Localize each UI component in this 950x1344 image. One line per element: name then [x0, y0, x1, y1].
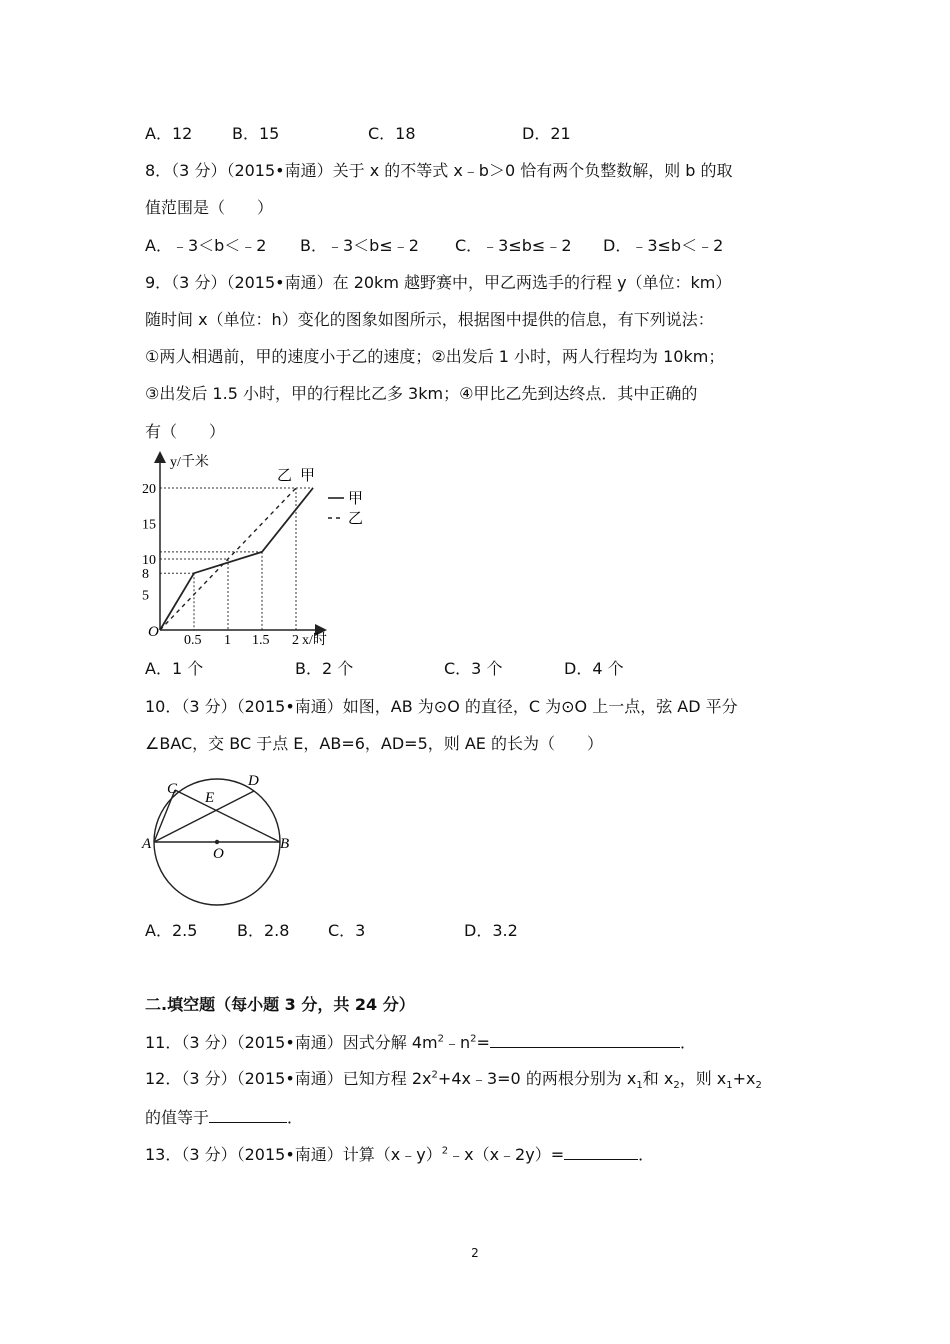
q8-option-d: D．﹣3≤b＜﹣2: [603, 236, 724, 255]
y-axis-label: y/千米: [170, 455, 209, 470]
q8-option-a: A．﹣3＜b＜﹣2: [145, 236, 267, 255]
q13-end: ．: [638, 1145, 655, 1164]
q8-stem-line1: 8．（3 分）（2015•南通）关于 x 的不等式 x﹣b＞0 恰有两个负整数解，则 b 的取: [145, 161, 733, 180]
legend-label-yi: 乙: [348, 511, 364, 527]
x-tick-label: 0.5: [184, 633, 202, 648]
q9-stem-line1: 9．（3 分）（2015•南通）在 20km 越野赛中，甲乙两选手的行程 y（单位：km）: [145, 273, 732, 292]
q7-option-d: D．21: [522, 124, 571, 143]
q9-stem-line4: ③出发后 1.5 小时，甲的行程比乙多 3km；④甲比乙先到达终点．其中正确的: [145, 384, 698, 403]
y-tick-label: 10: [142, 553, 156, 568]
q12-sub3: 1: [726, 1080, 733, 1092]
q11-answer-blank[interactable]: [490, 1031, 680, 1048]
x-tick-label: 2: [292, 633, 299, 648]
q12-line1: [145, 1068, 762, 1090]
q9-option-c: C．3 个: [444, 659, 503, 678]
q10-option-c: C．3: [328, 921, 366, 940]
q10-stem-line2: ∠BAC，交 BC 于点 E，AB=6，AD=5，则 AE 的长为（ ）: [145, 734, 603, 753]
q11-suffix: =: [476, 1033, 490, 1052]
q12-plus: +x: [732, 1069, 756, 1088]
q9-stem-line2: 随时间 x（单位：h）变化的图象如图所示，根据图中提供的信息，有下列说法：: [145, 310, 714, 329]
q13-exp: 2: [441, 1145, 449, 1157]
q7-option-b: B．15: [232, 124, 280, 143]
label-d: D: [248, 773, 259, 789]
q11-end: ．: [679, 1033, 696, 1052]
end-label-jia: 甲: [300, 468, 316, 484]
q12-mid: +4x﹣3=0 的两根分别为 x: [437, 1069, 637, 1088]
q12-and: 和 x: [642, 1069, 674, 1088]
label-c: C: [167, 781, 178, 797]
y-tick-label: 8: [142, 567, 149, 583]
label-o: O: [213, 846, 224, 862]
q12-answer-blank[interactable]: [209, 1106, 287, 1123]
q13-mid: ﹣x（x﹣2y）=: [448, 1145, 565, 1164]
q8-option-b: B．﹣3＜b≤﹣2: [300, 236, 419, 255]
q12-prefix: 12．（3 分）（2015•南通）已知方程 2x: [145, 1069, 432, 1088]
q9-option-d: D．4 个: [564, 659, 624, 678]
q12-sub2: 2: [673, 1080, 680, 1092]
q9-option-b: B．2 个: [295, 659, 354, 678]
legend-label-jia: 甲: [348, 491, 364, 507]
q13-line: [145, 1143, 654, 1166]
q12-line2-prefix: 的值等于: [145, 1108, 210, 1127]
q8-stem-line2: 值范围是（ ）: [145, 198, 274, 217]
x-tick-label: 1.5: [252, 633, 270, 648]
q12-line2: [145, 1106, 303, 1129]
q12-line2-end: ．: [287, 1108, 304, 1127]
segment-cb: [175, 790, 280, 842]
end-label-yi: 乙: [277, 468, 293, 484]
q11-line: [145, 1031, 696, 1054]
center-dot: [215, 840, 219, 844]
segment-ac: [154, 790, 175, 842]
q13-prefix: 13．（3 分）（2015•南通）计算（x﹣y）: [145, 1145, 442, 1164]
page-number: 2: [471, 1246, 479, 1260]
y-tick-label: 15: [142, 517, 156, 533]
q12-sub1: 1: [636, 1080, 643, 1092]
q10-option-a: A．2.5: [145, 921, 198, 940]
q11-prefix: 11．（3 分）（2015•南通）因式分解 4m: [145, 1033, 438, 1052]
q11-mid: ﹣n: [444, 1033, 471, 1052]
q7-option-c: C．18: [368, 124, 416, 143]
q11-exp1: 2: [437, 1033, 445, 1045]
x-axis-label: x/时: [302, 633, 327, 648]
q12-sub4: 2: [755, 1080, 762, 1092]
section2-heading: 二.填空题（每小题 3 分，共 24 分）: [145, 995, 415, 1014]
chord-ad: [154, 791, 254, 842]
q10-option-b: B．2.8: [237, 921, 290, 940]
q8-option-c: C．﹣3≤b≤﹣2: [455, 236, 572, 255]
q13-answer-blank[interactable]: [564, 1143, 638, 1160]
y-tick-label: 20: [142, 482, 156, 497]
distance-time-chart: [140, 448, 380, 648]
q11-exp2: 2: [470, 1033, 477, 1045]
label-a: A: [142, 836, 152, 852]
label-b: B: [280, 836, 290, 852]
q12-exp: 2: [431, 1069, 438, 1081]
y-tick-label: 5: [142, 588, 149, 604]
origin-label: O: [148, 624, 159, 640]
q10-option-d: D．3.2: [464, 921, 518, 940]
q10-stem-line1: 10．（3 分）（2015•南通）如图，AB 为⊙O 的直径，C 为⊙O 上一点，弦 AD 平分: [145, 697, 738, 716]
q9-stem-line5: 有（ ）: [145, 422, 226, 441]
q12-then: ，则 x: [679, 1069, 727, 1088]
q9-option-a: A．1 个: [145, 659, 204, 678]
x-tick-label: 1: [224, 633, 231, 648]
circle-figure: [138, 768, 298, 908]
series-jia-line: [160, 488, 313, 630]
q7-option-a: A．12: [145, 124, 193, 143]
q9-stem-line3: ①两人相遇前，甲的速度小于乙的速度；②出发后 1 小时，两人行程均为 10km；: [145, 347, 725, 366]
label-e: E: [205, 790, 215, 806]
